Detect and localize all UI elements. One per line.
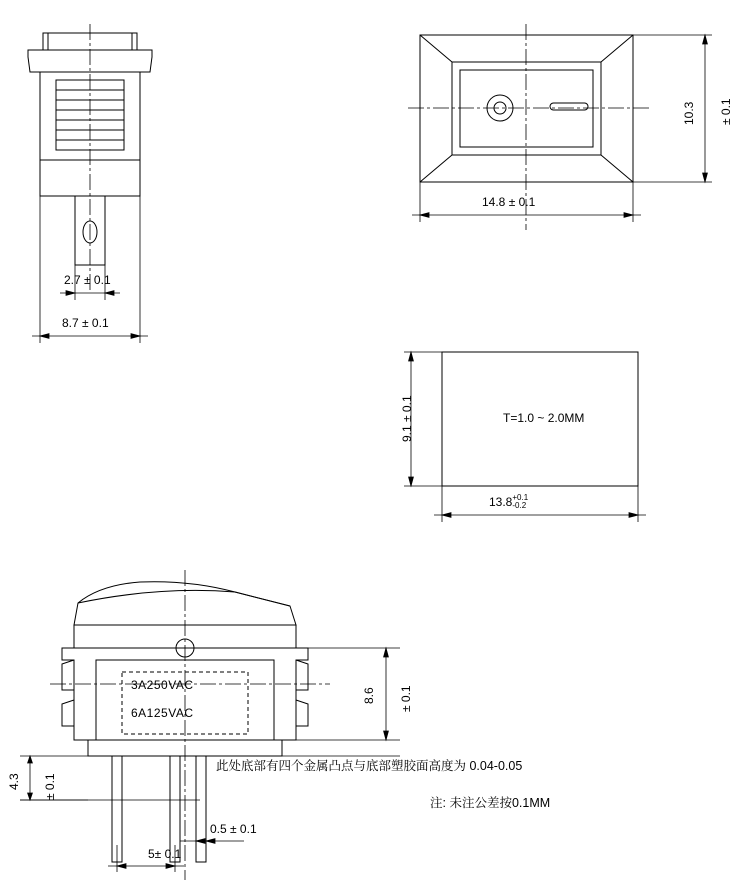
dim-label-9-1: 9.1 ± 0.1 [400,395,414,442]
top-view-geometry [420,35,633,182]
top-view-dimension-lines [408,24,712,230]
thickness-note: T=1.0 ~ 2.0MM [503,411,585,425]
dim-label-8-6: 8.6 [362,687,376,704]
dim-label-14-8: 14.8 ± 0.1 [482,195,536,209]
dim-label-13-8-tolerance: +0.1 -0.2 [512,493,529,510]
rating-label-line2: 6A125VAC [131,706,194,720]
dim-label-13-8-value: 13.8 [489,495,513,510]
dim-label-4-3: 4.3 [7,773,21,790]
dim-label-2-7: 2.7 ± 0.1 [64,273,111,287]
dim-label-4-3-tolerance: ± 0.1 [43,773,57,800]
dim-label-8-7: 8.7 ± 0.1 [62,316,109,330]
dim-label-8-6-tolerance: ± 0.1 [399,685,413,712]
rating-label-line1: 3A250VAC [131,678,194,692]
dim-label-10-3: 10.3 [682,101,696,125]
dim-label-10-3-tolerance: ± 0.1 [719,98,733,125]
note-metal-bumps: 此处底部有四个金属凸点与底部塑胶面高度为 0.04-0.05 [216,759,523,773]
dim-label-0-5: 0.5 ± 0.1 [210,822,257,836]
dim-label-5: 5± 0.1 [148,847,182,861]
dim-label-13-8 [489,495,528,511]
note-general-tolerance: 注: 未注公差按0.1MM [430,796,551,810]
